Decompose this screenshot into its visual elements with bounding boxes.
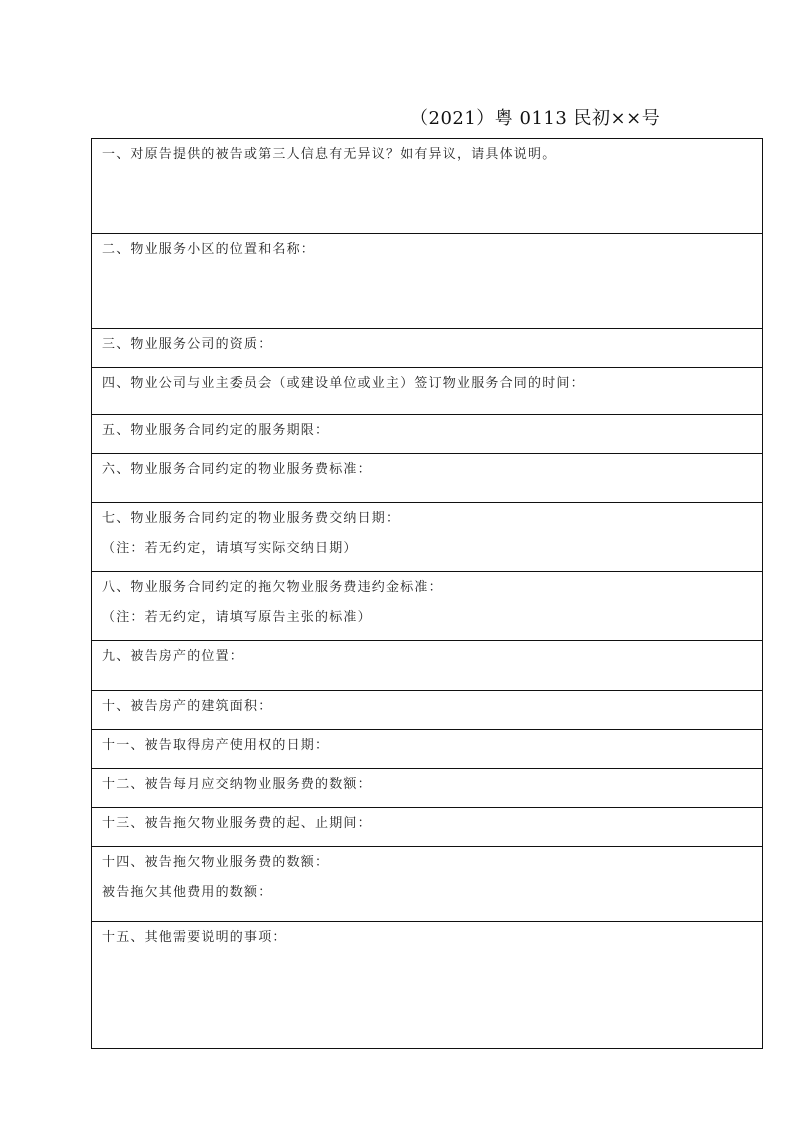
question-label: 十五、其他需要说明的事项： [102, 930, 287, 945]
form-row-10 [92, 691, 763, 730]
form-row-8 [92, 572, 763, 641]
form-row-14 [92, 847, 763, 922]
cell-content [92, 368, 762, 392]
question-label: 七、物业服务合同约定的物业服务费交纳日期： [102, 511, 401, 526]
form-cell[interactable] [92, 329, 763, 368]
question-label-secondary: 被告拖欠其他费用的数额： [102, 885, 273, 900]
question-label: 三、物业服务公司的资质： [102, 337, 273, 352]
question-label: 九、被告房产的位置： [102, 649, 245, 664]
form-cell[interactable] [92, 847, 763, 922]
cell-content [92, 730, 762, 754]
cell-content [92, 572, 762, 626]
form-cell[interactable] [92, 641, 763, 691]
response-form-table [91, 138, 763, 1049]
form-cell[interactable] [92, 769, 763, 808]
cell-content [92, 808, 762, 832]
cell-content [92, 641, 762, 665]
form-row-13 [92, 808, 763, 847]
form-row-2 [92, 234, 763, 329]
question-label: 十二、被告每月应交纳物业服务费的数额： [102, 777, 372, 792]
question-label: 一、对原告提供的被告或第三人信息有无异议？如有异议，请具体说明。 [102, 147, 557, 162]
form-cell[interactable] [92, 454, 763, 503]
question-label: 六、物业服务合同约定的物业服务费标准： [102, 462, 372, 477]
cell-content [92, 329, 762, 353]
question-label: 十四、被告拖欠物业服务费的数额： [102, 855, 330, 870]
form-cell[interactable] [92, 415, 763, 454]
form-row-3 [92, 329, 763, 368]
question-label: 五、物业服务合同约定的服务期限： [102, 423, 330, 438]
form-cell[interactable] [92, 922, 763, 1049]
cell-content [92, 922, 762, 946]
form-row-4 [92, 368, 763, 415]
question-note: （注：若无约定，请填写实际交纳日期） [102, 541, 358, 556]
question-label: 二、物业服务小区的位置和名称： [102, 242, 316, 257]
cell-content [92, 503, 762, 557]
form-row-6 [92, 454, 763, 503]
cell-content [92, 847, 762, 901]
question-note: （注：若无约定，请填写原告主张的标准） [102, 610, 372, 625]
question-label: 十、被告房产的建筑面积： [102, 699, 273, 714]
form-cell[interactable] [92, 730, 763, 769]
form-cell[interactable] [92, 572, 763, 641]
form-row-7 [92, 503, 763, 572]
cell-content [92, 415, 762, 439]
cell-content [92, 691, 762, 715]
question-label: 四、物业公司与业主委员会（或建设单位或业主）签订物业服务合同的时间： [102, 376, 585, 391]
form-row-1 [92, 139, 763, 234]
form-cell[interactable] [92, 139, 763, 234]
form-cell[interactable] [92, 368, 763, 415]
question-label: 十一、被告取得房产使用权的日期： [102, 738, 330, 753]
cell-content [92, 139, 762, 163]
cell-content [92, 234, 762, 258]
form-row-5 [92, 415, 763, 454]
case-number: （2021）粤 0113 民初××号 [410, 108, 661, 129]
form-row-15 [92, 922, 763, 1049]
form-cell[interactable] [92, 808, 763, 847]
form-cell[interactable] [92, 691, 763, 730]
form-row-9 [92, 641, 763, 691]
question-label: 十三、被告拖欠物业服务费的起、止期间： [102, 816, 372, 831]
form-row-12 [92, 769, 763, 808]
form-row-11 [92, 730, 763, 769]
cell-content [92, 454, 762, 478]
question-label: 八、物业服务合同约定的拖欠物业服务费违约金标准： [102, 580, 443, 595]
form-cell[interactable] [92, 503, 763, 572]
cell-content [92, 769, 762, 793]
form-cell[interactable] [92, 234, 763, 329]
